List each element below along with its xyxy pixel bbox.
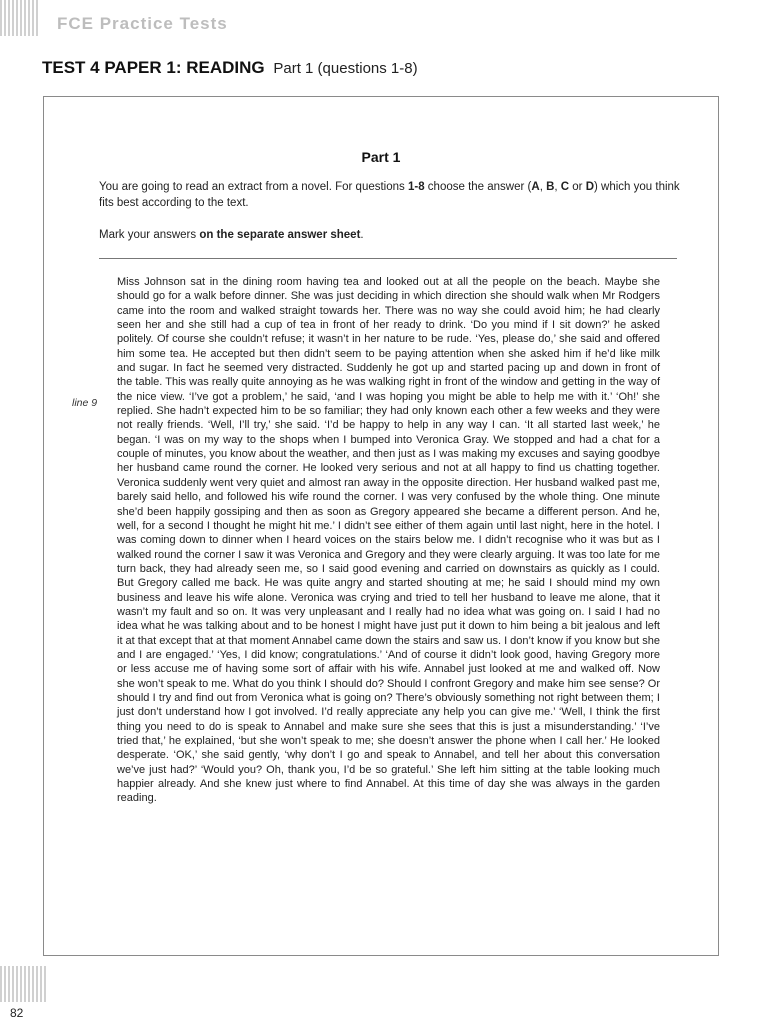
test-label: TEST 4 PAPER 1: READING — [42, 58, 265, 77]
part-range: Part 1 (questions 1-8) — [273, 60, 418, 77]
mark-emphasis: on the separate answer sheet — [199, 229, 361, 241]
decorative-stripes-bottom — [0, 966, 48, 1002]
part-title: Part 1 — [361, 149, 401, 165]
reading-frame — [43, 96, 719, 956]
series-title: FCE Practice Tests — [57, 14, 228, 33]
section-divider — [99, 258, 677, 259]
decorative-stripes-top — [0, 0, 40, 36]
mark-prefix: Mark your answers — [99, 229, 200, 241]
mark-suffix: . — [360, 229, 364, 241]
test-heading — [42, 58, 418, 78]
page-number: 82 — [10, 1006, 24, 1020]
mark-answers-line — [99, 229, 364, 241]
reading-passage: Miss Johnson sat in the dining room having tea and looked out at all the people on the beach. Maybe she should go for a walk before dinner. She was just deciding in which direction she should walk when Mr Rodgers came into the room and walked straight towards her. There was no way she could avoid him; he had clearly seen her and she still had a cup of tea in front of her ready to drink. ‘Do you mind if I sit down?’ he asked politely. Of course she couldn’t refuse; it wasn’t in her nature to be rude. ‘Yes, please do,’ she said and offered him some tea. He accepted but then didn’t seem to be paying attention when she asked him if he’d like milk and sugar. In fact he seemed very distracted. Suddenly he got up and started pacing up and down in front of the table. This was really quite annoying as he was walking right in front of the window and getting in the way of the nice view. ‘I’ve got a problem,’ he said, ‘and I was hoping you might be able to help me with it.’ ‘Oh!’ she replied. She hadn’t expected him to be so familiar; they had only known each other a few weeks and they were not really friends. ‘Well, I’ll try,’ she said. ‘I’d be happy to help in any way I can. ‘It all started last week,’ he began. ‘I was on my way to the shops when I bumped into Veronica Gray. We stopped and had a chat for a couple of minutes, you know about the weather, and then just as I was making my excuses and saying goodbye her husband came round the corner. He looked very serious and not at all happy to find us chatting together. Veronica suddenly went very quiet and almost ran away in the opposite direction. Her husband walked past me, barely said hello, and followed his wife round the corner. I was very confused by the whole thing. One minute she’d been happily gossiping and then as soon as Gregory appeared she became a different person. And he, well, for a second I thought he might hit me.’ I didn’t see either of them again until last night, here in the hotel. I was coming down to dinner when I heard voices on the stairs below me. I didn’t recognise who it was but as I walked round the corner I saw it was Veronica and Gregory and they were clearly arguing. It was too late for me turn back, they had already seen me, so I said good evening and carried on downstairs as quickly as I could. But Gregory called me back. He was quite angry and started shouting at me; he said I should mind my own business and leave his wife alone. Veronica was crying and tried to tell her husband to leave me alone, that it wasn’t my fault and so on. It was very unpleasant and I really had no idea what was going on. I said I had no idea what he was talking about and to be honest I might have just put it down to him being a bit jealous and left it at that except that at that moment Annabel came down the stairs and saw us. I don’t know if you know but she and I are engaged.’ ‘Yes, I did know; congratulations.’ ‘And of course it didn’t look good, having Gregory more or less accuse me of having some sort of affair with his wife. Annabel just looked at me and walked off. Now she won’t speak to me. What do you think I should do? Should I confront Gregory and make him see sense? Or should I try and find out from Veronica what is going on? There’s obviously something not right between them; I just don’t understand how I got involved. I’d really appreciate any help you can give me.’ ‘Well, I think the first thing you need to do is speak to Annabel and make sure she sees that this is just a misunderstanding.’ ‘I’ve tried that,’ he explained, ‘but she won’t speak to me; she doesn’t answer the phone when I call her.’ He looked desperate. ‘OK,’ she said gently, ‘why don’t I go and speak to Annabel, and tell her about this conversation we’ve just had?’ ‘Would you? Oh, thank you, I’d be so grateful.’ She left him sitting at the table looking much happier already. And she knew just where to find Annabel. At this time of day she was always in the garden reading. — [117, 276, 660, 805]
line-marker: line 9 — [72, 397, 98, 409]
instruction-text: You are going to read an extract from a novel. For questions 1-8 choose the answer (A, B, C or D) which you think fits best according to the text. — [99, 181, 680, 209]
